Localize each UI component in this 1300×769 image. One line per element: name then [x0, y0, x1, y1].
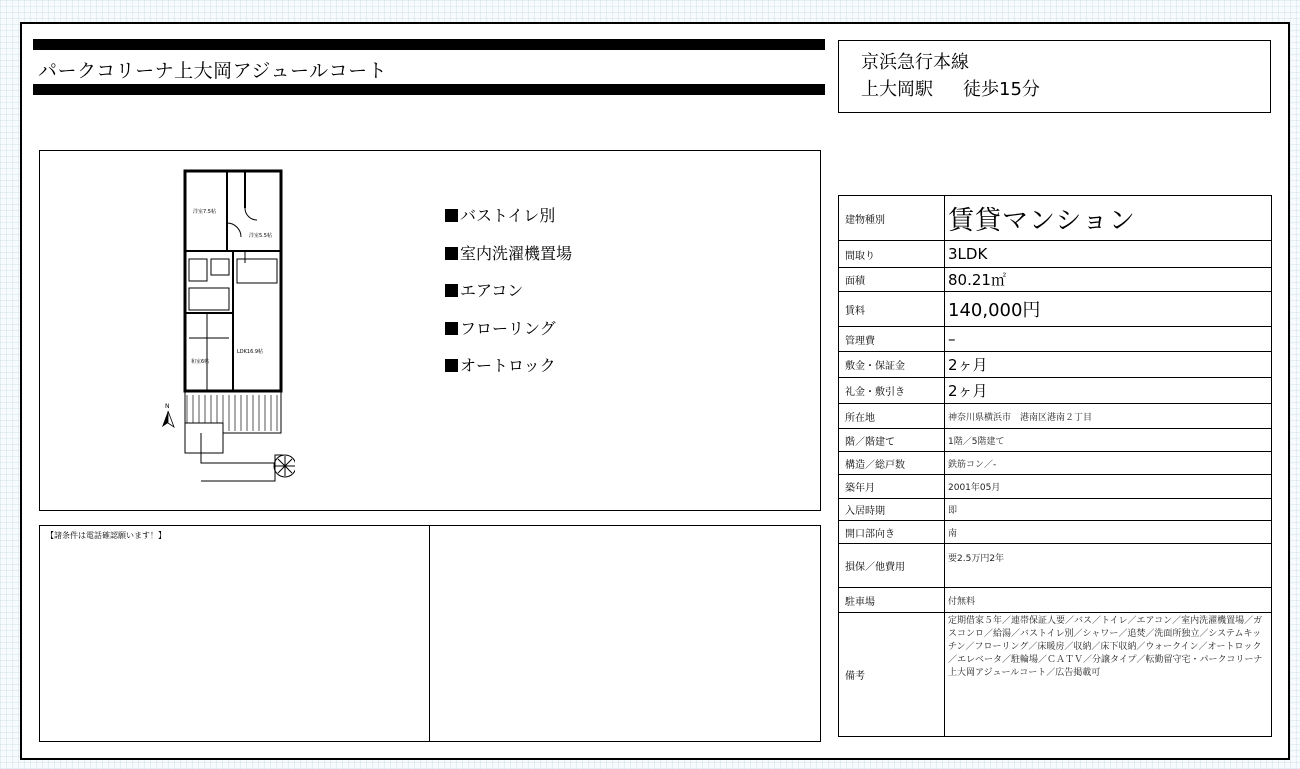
feature-item	[445, 241, 572, 279]
detail-value: 2ヶ月	[945, 352, 1272, 378]
detail-row	[839, 268, 1272, 292]
north-arrow-icon	[162, 403, 174, 427]
feature-list	[445, 203, 572, 391]
room-label-japanese: 和室6帖	[191, 359, 210, 365]
room-label-western1: 洋室7.5帖	[193, 209, 216, 215]
feature-item	[445, 278, 572, 316]
detail-label: 入居時期	[839, 499, 945, 521]
detail-label: 間取り	[839, 241, 945, 268]
detail-value: 2ヶ月	[945, 378, 1272, 404]
detail-value: 140,000円	[945, 292, 1272, 327]
detail-label: 築年月	[839, 475, 945, 499]
detail-value: 80.21㎡	[945, 268, 1272, 292]
detail-row	[839, 613, 1272, 737]
detail-value: 即	[945, 499, 1272, 521]
tree-icon	[274, 455, 295, 477]
detail-label: 管理費	[839, 327, 945, 352]
north-label: N	[165, 403, 170, 410]
square-bullet-icon	[445, 322, 458, 335]
detail-label: 構造／総戸数	[839, 452, 945, 475]
detail-row	[839, 429, 1272, 452]
detail-value: 3LDK	[945, 241, 1272, 268]
station-name: 上大岡駅	[861, 79, 933, 100]
detail-label: 備考	[839, 613, 945, 737]
notes-left-cell	[40, 526, 430, 741]
detail-value: 賃貸マンション	[945, 196, 1272, 241]
detail-row	[839, 475, 1272, 499]
detail-label: 開口部向き	[839, 521, 945, 544]
detail-label: 階／階建て	[839, 429, 945, 452]
detail-row	[839, 196, 1272, 241]
feature-label: オートロック	[460, 356, 556, 375]
square-bullet-icon	[445, 359, 458, 372]
detail-row	[839, 378, 1272, 404]
square-bullet-icon	[445, 247, 458, 260]
detail-row	[839, 241, 1272, 268]
detail-label: 損保／他費用	[839, 544, 945, 588]
detail-label: 面積	[839, 268, 945, 292]
detail-row	[839, 588, 1272, 613]
square-bullet-icon	[445, 209, 458, 222]
station-info	[838, 40, 1271, 113]
detail-label: 駐車場	[839, 588, 945, 613]
remarks-value: 定期借家５年／連帯保証人要／バス／トイレ／エアコン／室内洗濯機置場／ガスコンロ／給湯／バストイレ別／シャワー／追焚／洗面所独立／システムキッチン／フローリング／床暖房／収納／床下収納／ウォークイン／オートロック／エレベータ／駐輪場／ＣＡＴＶ／分譲タイプ／転勤留守宅・パークコリーナ上大岡アジュールコート／広告掲載可	[945, 613, 1272, 737]
floorplan-panel	[39, 150, 821, 511]
detail-label: 建物種別	[839, 196, 945, 241]
floorplan-drawing	[155, 163, 295, 483]
detail-row	[839, 521, 1272, 544]
feature-label: フローリング	[460, 318, 556, 338]
detail-value: 付無料	[945, 588, 1272, 613]
property-name: パークコリーナ上大岡アジュールコート	[38, 60, 388, 82]
detail-label: 賃料	[839, 292, 945, 327]
inquiry-note: 【諸条件は電話確認願います！】	[46, 531, 166, 540]
detail-value: 要2.5万円2年	[945, 544, 1272, 588]
room-label-ldk: LDK16.9帖	[237, 349, 264, 355]
title-bar-top	[33, 39, 825, 50]
detail-label: 所在地	[839, 404, 945, 429]
feature-label: 室内洗濯機置場	[460, 243, 573, 263]
detail-label: 敷金・保証金	[839, 352, 945, 378]
detail-value: 南	[945, 521, 1272, 544]
detail-row	[839, 292, 1272, 327]
detail-value: 2001年05月	[945, 475, 1272, 499]
notes-panel	[39, 525, 821, 742]
detail-row	[839, 499, 1272, 521]
room-label-western2: 洋室5.5帖	[249, 233, 272, 239]
detail-label: 礼金・敷引き	[839, 378, 945, 404]
detail-row	[839, 352, 1272, 378]
detail-row	[839, 327, 1272, 352]
property-details-table	[838, 195, 1272, 737]
station-line-name: 京浜急行本線	[861, 52, 969, 73]
station-access	[861, 75, 1040, 101]
detail-value: –	[945, 327, 1272, 352]
title-bar-bottom	[33, 84, 825, 95]
square-bullet-icon	[445, 284, 458, 297]
feature-label: バストイレ別	[460, 206, 556, 225]
walk-time: 徒歩15分	[963, 79, 1040, 100]
feature-item	[445, 316, 572, 354]
feature-item	[445, 203, 572, 241]
feature-item	[445, 353, 572, 391]
detail-row	[839, 452, 1272, 475]
detail-row	[839, 544, 1272, 588]
detail-value: 1階／5階建て	[945, 429, 1272, 452]
detail-row	[839, 404, 1272, 429]
detail-value: 神奈川県横浜市 港南区港南２丁目	[945, 404, 1272, 429]
feature-label: エアコン	[460, 281, 524, 300]
detail-value: 鉄筋コン／-	[945, 452, 1272, 475]
